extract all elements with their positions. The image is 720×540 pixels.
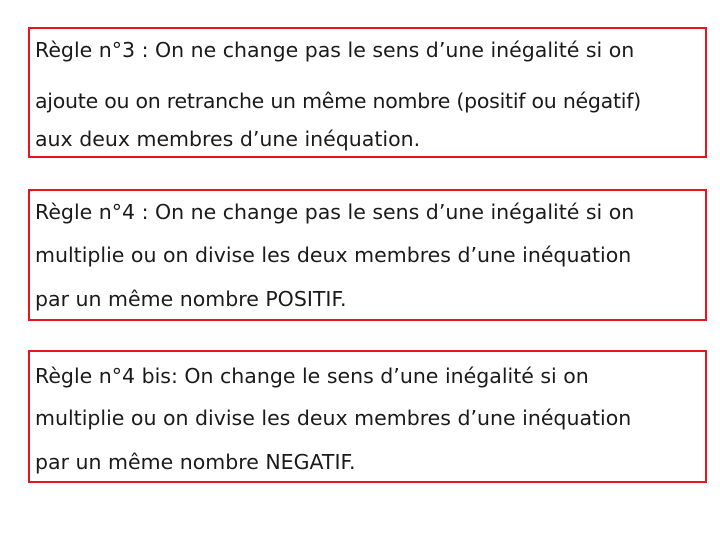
rule-line: aux deux membres d’une inéquation.: [35, 127, 421, 151]
rule-line: Règle n°4 : On ne change pas le sens d’une inégalité si on: [35, 200, 635, 224]
rule-line: multiplie ou on divise les deux membres d’une inéquation: [35, 406, 632, 430]
rule-line: par un même nombre POSITIF.: [35, 287, 347, 311]
rule-box-4: [28, 189, 707, 321]
rule-line: par un même nombre NEGATIF.: [35, 450, 356, 474]
rule-line: Règle n°4 bis: On change le sens d’une inégalité si on: [35, 364, 589, 388]
rule-box-3: [28, 27, 707, 158]
rule-line: Règle n°3 : On ne change pas le sens d’une inégalité si on: [35, 38, 635, 62]
rule-line: ajoute ou on retranche un même nombre (positif ou négatif): [35, 89, 641, 113]
rule-box-4-bis: [28, 350, 707, 483]
rule-line: multiplie ou on divise les deux membres d’une inéquation: [35, 243, 632, 267]
